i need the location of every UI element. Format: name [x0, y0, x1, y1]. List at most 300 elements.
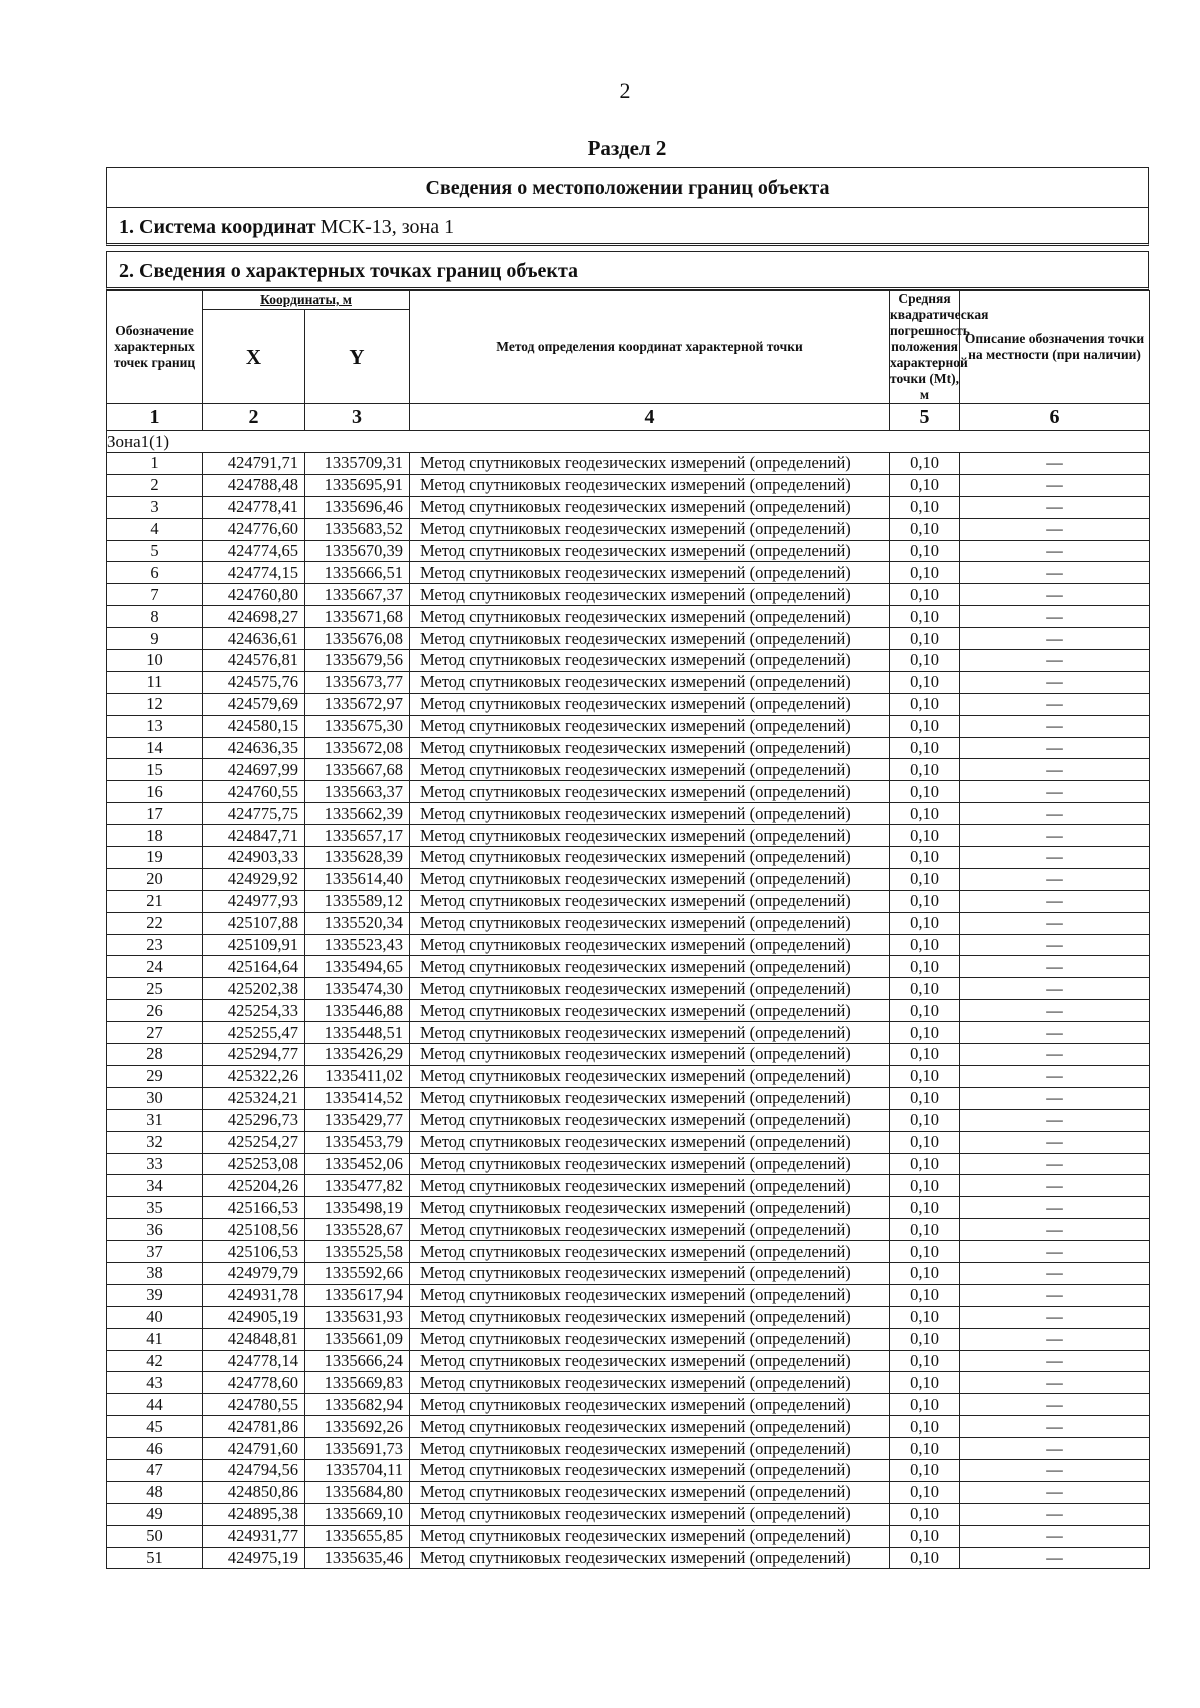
accuracy-cell: 0,10	[890, 606, 960, 628]
point-number-cell: 40	[107, 1306, 203, 1328]
method-cell: Метод спутниковых геодезических измерений (определений)	[410, 584, 890, 606]
column-number: 5	[890, 404, 960, 431]
y-coordinate-cell: 1335414,52	[305, 1087, 410, 1109]
description-cell: —	[960, 1503, 1150, 1525]
description-cell: —	[960, 1481, 1150, 1503]
x-coordinate-cell: 424794,56	[203, 1459, 305, 1481]
table-row	[107, 650, 1150, 672]
y-coordinate-cell: 1335498,19	[305, 1197, 410, 1219]
description-cell: —	[960, 868, 1150, 890]
col-method-header: Метод определения координат характерной точки	[410, 291, 890, 404]
y-coordinate-cell: 1335673,77	[305, 671, 410, 693]
col-accuracy-header-text: Средняя квадратическая погрешность положения характерной точки (Mt), м	[890, 291, 989, 402]
point-number-cell: 31	[107, 1109, 203, 1131]
accuracy-cell: 0,10	[890, 1000, 960, 1022]
y-coordinate-cell: 1335477,82	[305, 1175, 410, 1197]
column-number: 6	[960, 404, 1150, 431]
accuracy-cell: 0,10	[890, 1241, 960, 1263]
block-title: Сведения о местоположении границ объекта	[106, 167, 1149, 207]
description-cell: —	[960, 1262, 1150, 1284]
y-coordinate-cell: 1335528,67	[305, 1219, 410, 1241]
x-coordinate-cell: 425108,56	[203, 1219, 305, 1241]
method-cell: Метод спутниковых геодезических измерений (определений)	[410, 562, 890, 584]
x-coordinate-cell: 424636,61	[203, 628, 305, 650]
table-row	[107, 868, 1150, 890]
table-row	[107, 1350, 1150, 1372]
x-coordinate-cell: 424580,15	[203, 715, 305, 737]
table-row	[107, 562, 1150, 584]
table-row	[107, 671, 1150, 693]
description-cell: —	[960, 1065, 1150, 1087]
y-coordinate-cell: 1335691,73	[305, 1438, 410, 1460]
description-cell: —	[960, 956, 1150, 978]
point-number-cell: 18	[107, 825, 203, 847]
description-cell: —	[960, 562, 1150, 584]
description-cell: —	[960, 912, 1150, 934]
point-number-cell: 48	[107, 1481, 203, 1503]
table-row	[107, 715, 1150, 737]
description-cell: —	[960, 715, 1150, 737]
y-coordinate-cell: 1335661,09	[305, 1328, 410, 1350]
accuracy-cell: 0,10	[890, 1459, 960, 1481]
method-cell: Метод спутниковых геодезических измерений (определений)	[410, 1503, 890, 1525]
y-coordinate-cell: 1335675,30	[305, 715, 410, 737]
table-row	[107, 1306, 1150, 1328]
method-cell: Метод спутниковых геодезических измерений (определений)	[410, 540, 890, 562]
accuracy-cell: 0,10	[890, 518, 960, 540]
point-number-cell: 4	[107, 518, 203, 540]
point-number-cell: 11	[107, 671, 203, 693]
description-cell: —	[960, 693, 1150, 715]
y-coordinate-cell: 1335682,94	[305, 1394, 410, 1416]
table-row	[107, 540, 1150, 562]
description-cell: —	[960, 1438, 1150, 1460]
point-number-cell: 36	[107, 1219, 203, 1241]
table-row	[107, 1022, 1150, 1044]
accuracy-cell: 0,10	[890, 803, 960, 825]
method-cell: Метод спутниковых геодезических измерений (определений)	[410, 1241, 890, 1263]
method-cell: Метод спутниковых геодезических измерений (определений)	[410, 934, 890, 956]
point-number-cell: 45	[107, 1416, 203, 1438]
description-cell: —	[960, 1197, 1150, 1219]
y-coordinate-cell: 1335453,79	[305, 1131, 410, 1153]
point-number-cell: 21	[107, 890, 203, 912]
accuracy-cell: 0,10	[890, 1197, 960, 1219]
table-row	[107, 584, 1150, 606]
table-row	[107, 1000, 1150, 1022]
table-row	[107, 978, 1150, 1000]
point-number-cell: 15	[107, 759, 203, 781]
accuracy-cell: 0,10	[890, 1262, 960, 1284]
method-cell: Метод спутниковых геодезических измерений (определений)	[410, 715, 890, 737]
accuracy-cell: 0,10	[890, 1065, 960, 1087]
column-number: 3	[305, 404, 410, 431]
accuracy-cell: 0,10	[890, 890, 960, 912]
section-title: Раздел 2	[587, 136, 667, 160]
accuracy-cell: 0,10	[890, 671, 960, 693]
method-cell: Метод спутниковых геодезических измерений (определений)	[410, 1547, 890, 1569]
method-cell: Метод спутниковых геодезических измерений (определений)	[410, 978, 890, 1000]
column-numbers-row	[107, 404, 1150, 431]
accuracy-cell: 0,10	[890, 453, 960, 475]
description-cell: —	[960, 671, 1150, 693]
y-coordinate-cell: 1335695,91	[305, 474, 410, 496]
y-coordinate-cell: 1335494,65	[305, 956, 410, 978]
x-coordinate-cell: 425202,38	[203, 978, 305, 1000]
x-coordinate-cell: 424778,14	[203, 1350, 305, 1372]
point-number-cell: 19	[107, 847, 203, 869]
x-coordinate-cell: 425107,88	[203, 912, 305, 934]
accuracy-cell: 0,10	[890, 628, 960, 650]
y-coordinate-cell: 1335446,88	[305, 1000, 410, 1022]
accuracy-cell: 0,10	[890, 1372, 960, 1394]
method-cell: Метод спутниковых геодезических измерений (определений)	[410, 1525, 890, 1547]
table-row	[107, 1416, 1150, 1438]
method-cell: Метод спутниковых геодезических измерений (определений)	[410, 1022, 890, 1044]
x-coordinate-cell: 424975,19	[203, 1547, 305, 1569]
x-coordinate-cell: 425255,47	[203, 1022, 305, 1044]
description-cell: —	[960, 978, 1150, 1000]
point-number-cell: 29	[107, 1065, 203, 1087]
y-coordinate-cell: 1335452,06	[305, 1153, 410, 1175]
accuracy-cell: 0,10	[890, 1547, 960, 1569]
y-coordinate-cell: 1335614,40	[305, 868, 410, 890]
point-number-cell: 26	[107, 1000, 203, 1022]
x-coordinate-cell: 424778,41	[203, 496, 305, 518]
point-number-cell: 7	[107, 584, 203, 606]
table-row	[107, 890, 1150, 912]
table-row	[107, 1065, 1150, 1087]
x-coordinate-cell: 424791,60	[203, 1438, 305, 1460]
accuracy-cell: 0,10	[890, 737, 960, 759]
table-row	[107, 1241, 1150, 1263]
description-cell: —	[960, 540, 1150, 562]
y-coordinate-cell: 1335523,43	[305, 934, 410, 956]
point-number-cell: 35	[107, 1197, 203, 1219]
method-cell: Метод спутниковых геодезических измерений (определений)	[410, 1350, 890, 1372]
point-number-cell: 44	[107, 1394, 203, 1416]
x-coordinate-cell: 424895,38	[203, 1503, 305, 1525]
table-row	[107, 1197, 1150, 1219]
description-cell: —	[960, 1525, 1150, 1547]
accuracy-cell: 0,10	[890, 1175, 960, 1197]
y-coordinate-cell: 1335669,83	[305, 1372, 410, 1394]
x-coordinate-cell: 424774,15	[203, 562, 305, 584]
accuracy-cell: 0,10	[890, 1131, 960, 1153]
method-cell: Метод спутниковых геодезических измерений (определений)	[410, 956, 890, 978]
accuracy-cell: 0,10	[890, 759, 960, 781]
y-coordinate-cell: 1335429,77	[305, 1109, 410, 1131]
table-row	[107, 1109, 1150, 1131]
y-coordinate-cell: 1335663,37	[305, 781, 410, 803]
method-cell: Метод спутниковых геодезических измерений (определений)	[410, 650, 890, 672]
table-row	[107, 781, 1150, 803]
point-number-cell: 6	[107, 562, 203, 584]
method-cell: Метод спутниковых геодезических измерений (определений)	[410, 1219, 890, 1241]
x-coordinate-cell: 424903,33	[203, 847, 305, 869]
y-coordinate-cell: 1335589,12	[305, 890, 410, 912]
x-coordinate-cell: 425253,08	[203, 1153, 305, 1175]
column-number: 1	[107, 404, 203, 431]
description-cell: —	[960, 1328, 1150, 1350]
accuracy-cell: 0,10	[890, 825, 960, 847]
accuracy-cell: 0,10	[890, 1044, 960, 1066]
zone-row	[107, 431, 1150, 453]
x-coordinate-cell: 424979,79	[203, 1262, 305, 1284]
accuracy-cell: 0,10	[890, 1109, 960, 1131]
point-number-cell: 16	[107, 781, 203, 803]
point-number-cell: 43	[107, 1372, 203, 1394]
x-coordinate-cell: 425109,91	[203, 934, 305, 956]
point-number-cell: 47	[107, 1459, 203, 1481]
method-cell: Метод спутниковых геодезических измерений (определений)	[410, 1459, 890, 1481]
description-cell: —	[960, 584, 1150, 606]
x-coordinate-cell: 425254,27	[203, 1131, 305, 1153]
table-row	[107, 1153, 1150, 1175]
table-row	[107, 956, 1150, 978]
x-coordinate-cell: 424931,78	[203, 1284, 305, 1306]
method-cell: Метод спутниковых геодезических измерений (определений)	[410, 1262, 890, 1284]
y-coordinate-cell: 1335631,93	[305, 1306, 410, 1328]
method-cell: Метод спутниковых геодезических измерений (определений)	[410, 759, 890, 781]
table-row	[107, 1131, 1150, 1153]
point-number-cell: 46	[107, 1438, 203, 1460]
table-row	[107, 474, 1150, 496]
accuracy-cell: 0,10	[890, 540, 960, 562]
point-number-cell: 13	[107, 715, 203, 737]
table-row	[107, 1219, 1150, 1241]
y-coordinate-cell: 1335666,24	[305, 1350, 410, 1372]
method-cell: Метод спутниковых геодезических измерений (определений)	[410, 1065, 890, 1087]
accuracy-cell: 0,10	[890, 1438, 960, 1460]
x-coordinate-cell: 425324,21	[203, 1087, 305, 1109]
y-coordinate-cell: 1335592,66	[305, 1262, 410, 1284]
table-row	[107, 1438, 1150, 1460]
method-cell: Метод спутниковых геодезических измерений (определений)	[410, 1481, 890, 1503]
description-cell: —	[960, 759, 1150, 781]
point-number-cell: 24	[107, 956, 203, 978]
table-header-row	[107, 291, 1150, 310]
y-coordinate-cell: 1335672,97	[305, 693, 410, 715]
description-cell: —	[960, 1219, 1150, 1241]
y-coordinate-cell: 1335670,39	[305, 540, 410, 562]
y-coordinate-cell: 1335426,29	[305, 1044, 410, 1066]
point-number-cell: 33	[107, 1153, 203, 1175]
description-cell: —	[960, 1394, 1150, 1416]
method-cell: Метод спутниковых геодезических измерений (определений)	[410, 1197, 890, 1219]
table-row	[107, 628, 1150, 650]
y-coordinate-cell: 1335671,68	[305, 606, 410, 628]
point-number-cell: 2	[107, 474, 203, 496]
method-cell: Метод спутниковых геодезических измерений (определений)	[410, 606, 890, 628]
description-cell: —	[960, 518, 1150, 540]
x-coordinate-cell: 424781,86	[203, 1416, 305, 1438]
x-coordinate-cell: 424788,48	[203, 474, 305, 496]
x-coordinate-cell: 424791,71	[203, 453, 305, 475]
point-number-cell: 25	[107, 978, 203, 1000]
method-cell: Метод спутниковых геодезических измерений (определений)	[410, 912, 890, 934]
accuracy-cell: 0,10	[890, 562, 960, 584]
description-cell: —	[960, 1109, 1150, 1131]
x-coordinate-cell: 424760,80	[203, 584, 305, 606]
point-number-cell: 38	[107, 1262, 203, 1284]
description-cell: —	[960, 1022, 1150, 1044]
col-coords-header: Координаты, м	[203, 291, 410, 310]
method-cell: Метод спутниковых геодезических измерений (определений)	[410, 1109, 890, 1131]
method-cell: Метод спутниковых геодезических измерений (определений)	[410, 781, 890, 803]
table-row	[107, 1503, 1150, 1525]
description-cell: —	[960, 1131, 1150, 1153]
method-cell: Метод спутниковых геодезических измерений (определений)	[410, 1328, 890, 1350]
table-row	[107, 693, 1150, 715]
point-number-cell: 34	[107, 1175, 203, 1197]
point-number-cell: 51	[107, 1547, 203, 1569]
y-coordinate-cell: 1335411,02	[305, 1065, 410, 1087]
accuracy-cell: 0,10	[890, 1022, 960, 1044]
accuracy-cell: 0,10	[890, 847, 960, 869]
method-cell: Метод спутниковых геодезических измерений (определений)	[410, 1438, 890, 1460]
coord-system-line	[106, 207, 1149, 246]
y-coordinate-cell: 1335669,10	[305, 1503, 410, 1525]
table-row	[107, 518, 1150, 540]
x-coordinate-cell: 424931,77	[203, 1525, 305, 1547]
description-cell: —	[960, 496, 1150, 518]
y-coordinate-cell: 1335667,68	[305, 759, 410, 781]
description-cell: —	[960, 825, 1150, 847]
col-designation-header: Обозначение характерных точек границ	[107, 291, 203, 404]
accuracy-cell: 0,10	[890, 1153, 960, 1175]
table-row	[107, 847, 1150, 869]
table-row	[107, 759, 1150, 781]
y-coordinate-cell: 1335617,94	[305, 1284, 410, 1306]
x-coordinate-cell: 425322,26	[203, 1065, 305, 1087]
accuracy-cell: 0,10	[890, 1087, 960, 1109]
accuracy-cell: 0,10	[890, 1394, 960, 1416]
description-cell: —	[960, 781, 1150, 803]
description-cell: —	[960, 737, 1150, 759]
accuracy-cell: 0,10	[890, 1219, 960, 1241]
point-number-cell: 17	[107, 803, 203, 825]
accuracy-cell: 0,10	[890, 584, 960, 606]
table-row	[107, 606, 1150, 628]
point-number-cell: 42	[107, 1350, 203, 1372]
point-number-cell: 49	[107, 1503, 203, 1525]
description-cell: —	[960, 1087, 1150, 1109]
y-coordinate-cell: 1335635,46	[305, 1547, 410, 1569]
description-cell: —	[960, 1350, 1150, 1372]
method-cell: Метод спутниковых геодезических измерений (определений)	[410, 1306, 890, 1328]
description-cell: —	[960, 1306, 1150, 1328]
accuracy-cell: 0,10	[890, 715, 960, 737]
accuracy-cell: 0,10	[890, 868, 960, 890]
x-coordinate-cell: 424579,69	[203, 693, 305, 715]
accuracy-cell: 0,10	[890, 956, 960, 978]
table-row	[107, 1394, 1150, 1416]
points-title: 2. Сведения о характерных точках границ объекта	[106, 251, 1149, 290]
col-accuracy-header	[890, 291, 989, 404]
point-number-cell: 20	[107, 868, 203, 890]
x-coordinate-cell: 424760,55	[203, 781, 305, 803]
point-number-cell: 5	[107, 540, 203, 562]
x-coordinate-cell: 424905,19	[203, 1306, 305, 1328]
description-cell: —	[960, 1284, 1150, 1306]
table-row	[107, 1525, 1150, 1547]
point-number-cell: 50	[107, 1525, 203, 1547]
description-cell: —	[960, 606, 1150, 628]
y-coordinate-cell: 1335448,51	[305, 1022, 410, 1044]
x-coordinate-cell: 424774,65	[203, 540, 305, 562]
accuracy-cell: 0,10	[890, 650, 960, 672]
point-number-cell: 39	[107, 1284, 203, 1306]
point-number-cell: 12	[107, 693, 203, 715]
method-cell: Метод спутниковых геодезических измерений (определений)	[410, 693, 890, 715]
x-coordinate-cell: 424776,60	[203, 518, 305, 540]
description-cell: —	[960, 1241, 1150, 1263]
description-cell: —	[960, 1416, 1150, 1438]
table-body	[107, 453, 1150, 1569]
accuracy-cell: 0,10	[890, 1306, 960, 1328]
y-coordinate-cell: 1335709,31	[305, 453, 410, 475]
point-number-cell: 8	[107, 606, 203, 628]
accuracy-cell: 0,10	[890, 1481, 960, 1503]
method-cell: Метод спутниковых геодезических измерений (определений)	[410, 1416, 890, 1438]
y-coordinate-cell: 1335684,80	[305, 1481, 410, 1503]
table-row	[107, 737, 1150, 759]
description-cell: —	[960, 1547, 1150, 1569]
col-x-header: X	[203, 310, 305, 404]
x-coordinate-cell: 424850,86	[203, 1481, 305, 1503]
method-cell: Метод спутниковых геодезических измерений (определений)	[410, 1372, 890, 1394]
method-cell: Метод спутниковых геодезических измерений (определений)	[410, 825, 890, 847]
table-row	[107, 1175, 1150, 1197]
y-coordinate-cell: 1335666,51	[305, 562, 410, 584]
description-cell: —	[960, 1372, 1150, 1394]
x-coordinate-cell: 425296,73	[203, 1109, 305, 1131]
accuracy-cell: 0,10	[890, 912, 960, 934]
method-cell: Метод спутниковых геодезических измерений (определений)	[410, 628, 890, 650]
x-coordinate-cell: 425254,33	[203, 1000, 305, 1022]
method-cell: Метод спутниковых геодезических измерений (определений)	[410, 868, 890, 890]
table-row	[107, 1087, 1150, 1109]
boundary-points-table	[106, 290, 1150, 1569]
point-number-cell: 14	[107, 737, 203, 759]
point-number-cell: 10	[107, 650, 203, 672]
method-cell: Метод спутниковых геодезических измерений (определений)	[410, 1087, 890, 1109]
y-coordinate-cell: 1335704,11	[305, 1459, 410, 1481]
accuracy-cell: 0,10	[890, 1284, 960, 1306]
method-cell: Метод спутниковых геодезических измерений (определений)	[410, 803, 890, 825]
description-cell: —	[960, 1044, 1150, 1066]
y-coordinate-cell: 1335655,85	[305, 1525, 410, 1547]
accuracy-cell: 0,10	[890, 693, 960, 715]
zone-label: Зона1(1)	[107, 431, 1150, 453]
point-number-cell: 27	[107, 1022, 203, 1044]
table-row	[107, 1481, 1150, 1503]
table-row	[107, 1372, 1150, 1394]
method-cell: Метод спутниковых геодезических измерений (определений)	[410, 737, 890, 759]
accuracy-cell: 0,10	[890, 1350, 960, 1372]
col-y-header: Y	[305, 310, 410, 404]
method-cell: Метод спутниковых геодезических измерений (определений)	[410, 1131, 890, 1153]
x-coordinate-cell: 425204,26	[203, 1175, 305, 1197]
accuracy-cell: 0,10	[890, 934, 960, 956]
method-cell: Метод спутниковых геодезических измерений (определений)	[410, 1175, 890, 1197]
point-number-cell: 22	[107, 912, 203, 934]
method-cell: Метод спутниковых геодезических измерений (определений)	[410, 1000, 890, 1022]
x-coordinate-cell: 424698,27	[203, 606, 305, 628]
description-cell: —	[960, 1459, 1150, 1481]
y-coordinate-cell: 1335676,08	[305, 628, 410, 650]
